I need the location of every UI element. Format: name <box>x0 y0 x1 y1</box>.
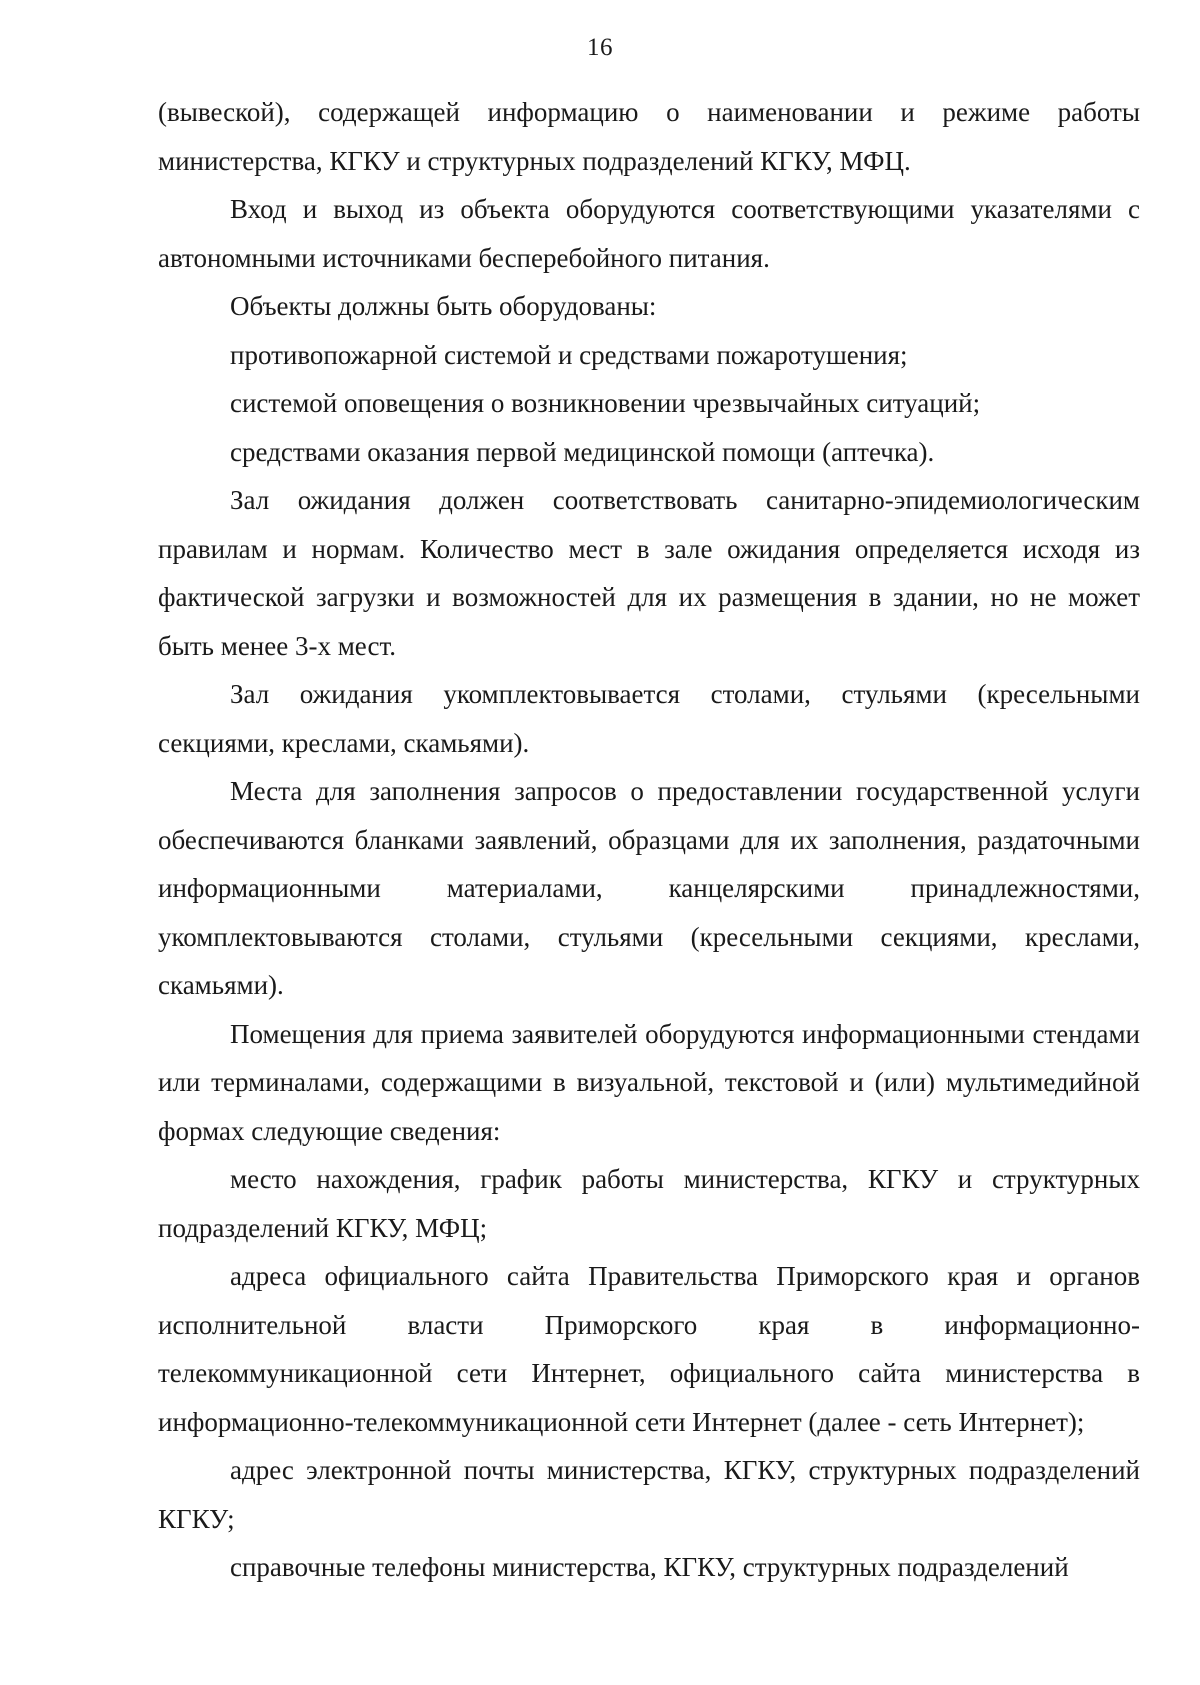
paragraph-waiting-hall-norms: Зал ожидания должен соответствовать санитарно-эпидемиологическим правилам и нормам. Количество мест в зале ожидания определяется исходя из фактической загрузки и возможностей для их размещения в здании, но не может быть менее 3-х мест. <box>158 485 1140 661</box>
list-item-first-aid: средствами оказания первой медицинской помощи (аптечка). <box>230 436 935 467</box>
list-item-alert-system: системой оповещения о возникновении чрезвычайных ситуаций; <box>230 388 981 418</box>
paragraph-waiting-hall-furniture: Зал ожидания укомплектовывается столами, стульями (кресельными секциями, креслами, скамьями). <box>158 679 1140 758</box>
list-item-fire-system: противопожарной системой и средствами пожаротушения; <box>230 339 908 370</box>
list-item-location-schedule: место нахождения, график работы министерства, КГКУ и структурных подразделений КГКУ, МФЦ; <box>158 1164 1140 1243</box>
paragraph-objects-equipped: Объекты должны быть оборудованы: <box>230 291 657 321</box>
page-number: 16 <box>587 34 613 61</box>
paragraph-request-places: Места для заполнения запросов о предоставлении государственной услуги обеспечиваются бланками заявлений, образцами для их заполнения, раздаточными информационными материалами, канцелярскими принадлежностями, укомплектовываются столами, стульями (кресельными секциями, креслами, скамьями). <box>158 776 1140 1000</box>
document-body <box>158 88 1140 1592</box>
paragraph-reception-rooms: Помещения для приема заявителей оборудуются информационными стендами или терминалами, содержащими в визуальной, текстовой и (или) мультимедийной формах следующие сведения: <box>158 1018 1140 1146</box>
list-item-phone-numbers: справочные телефоны министерства, КГКУ, структурных подразделений <box>230 1552 1069 1582</box>
paragraph-signage-continuation: (вывеской), содержащей информацию о наименовании и режиме работы министерства, КГКУ и структурных подразделений КГКУ, МФЦ. <box>158 97 1140 176</box>
list-item-email-address: адрес электронной почты министерства, КГКУ, структурных подразделений КГКУ; <box>158 1455 1140 1534</box>
paragraph-entrance-exit: Вход и выход из объекта оборудуются соответствующими указателями с автономными источниками бесперебойного питания. <box>158 194 1140 273</box>
list-item-website-addresses: адреса официального сайта Правительства Приморского края и органов исполнительной власти Приморского края в информационно-телекоммуникационной сети Интернет, официального сайта министерства в информационно-телекоммуникационной сети Интернет (далее - сеть Интернет); <box>158 1261 1140 1437</box>
